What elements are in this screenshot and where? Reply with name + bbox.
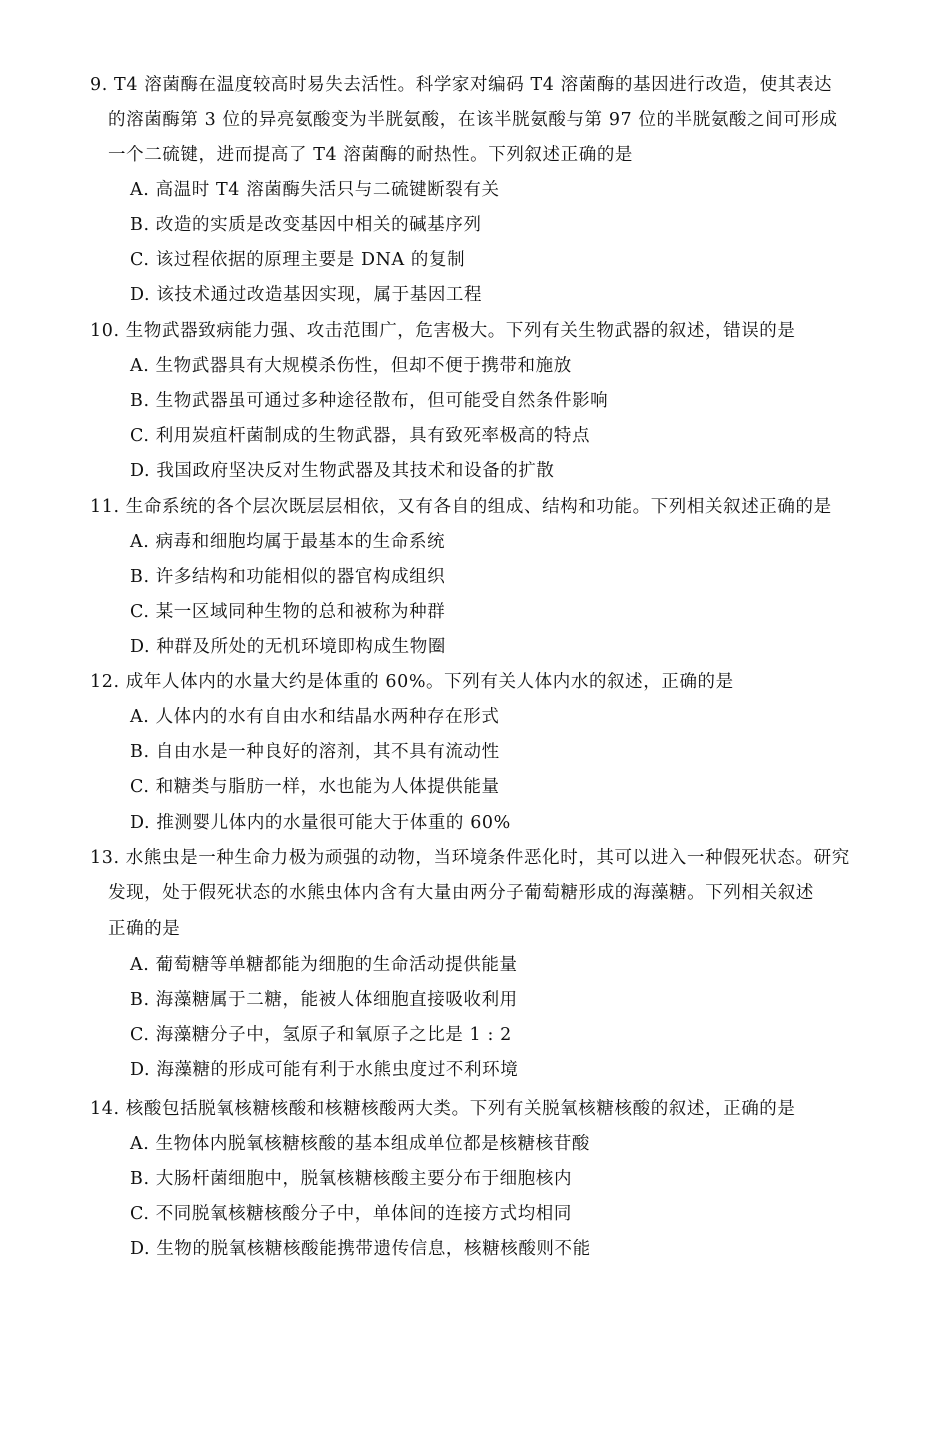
q14-option-d: D. 生物的脱氧核糖核酸能携带遗传信息，核糖核酸则不能 bbox=[130, 1239, 591, 1259]
q10-option-d: D. 我国政府坚决反对生物武器及其技术和设备的扩散 bbox=[130, 461, 555, 481]
q9-option-b: B. 改造的实质是改变基因中相关的碱基序列 bbox=[130, 215, 482, 235]
q13-stem-line-2: 发现，处于假死状态的水熊虫体内含有大量由两分子葡萄糖形成的海藻糖。下列相关叙述 bbox=[108, 883, 814, 903]
q10-option-c: C. 利用炭疽杆菌制成的生物武器，具有致死率极高的特点 bbox=[130, 426, 591, 446]
q9-stem-line-1: 9. T4 溶菌酶在温度较高时易失去活性。科学家对编码 T4 溶菌酶的基因进行改造，使其表达 bbox=[90, 75, 833, 95]
q14-stem-line-1: 14. 核酸包括脱氧核糖核酸和核糖核酸两大类。下列有关脱氧核糖核酸的叙述，正确的是 bbox=[90, 1099, 796, 1119]
q11-option-a: A. 病毒和细胞均属于最基本的生命系统 bbox=[130, 532, 446, 552]
q13-option-d: D. 海藻糖的形成可能有利于水熊虫度过不利环境 bbox=[130, 1060, 519, 1080]
q13-option-a: A. 葡萄糖等单糖都能为细胞的生命活动提供能量 bbox=[130, 955, 518, 975]
q12-option-b: B. 自由水是一种良好的溶剂，其不具有流动性 bbox=[130, 742, 500, 762]
q11-option-d: D. 种群及所处的无机环境即构成生物圈 bbox=[130, 637, 446, 657]
q9-option-a: A. 高温时 T4 溶菌酶失活只与二硫键断裂有关 bbox=[130, 180, 500, 200]
q13-option-b: B. 海藻糖属于二糖，能被人体细胞直接吸收利用 bbox=[130, 990, 518, 1010]
q13-option-c: C. 海藻糖分子中，氢原子和氧原子之比是 1 : 2 bbox=[130, 1025, 512, 1045]
q11-stem-line-1: 11. 生命系统的各个层次既层层相依，又有各自的组成、结构和功能。下列相关叙述正确的是 bbox=[90, 497, 832, 517]
q11-option-b: B. 许多结构和功能相似的器官构成组织 bbox=[130, 567, 446, 587]
q9-option-c: C. 该过程依据的原理主要是 DNA 的复制 bbox=[130, 250, 466, 270]
q14-option-c: C. 不同脱氧核糖核酸分子中，单体间的连接方式均相同 bbox=[130, 1204, 572, 1224]
q12-option-d: D. 推测婴儿体内的水量很可能大于体重的 60% bbox=[130, 813, 511, 833]
q9-option-d: D. 该技术通过改造基因实现，属于基因工程 bbox=[130, 285, 483, 305]
q13-stem-line-3: 正确的是 bbox=[108, 919, 181, 939]
q9-stem-line-3: 一个二硫键，进而提高了 T4 溶菌酶的耐热性。下列叙述正确的是 bbox=[108, 145, 634, 165]
q12-option-c: C. 和糖类与脂肪一样，水也能为人体提供能量 bbox=[130, 777, 500, 797]
q12-stem-line-1: 12. 成年人体内的水量大约是体重的 60%。下列有关人体内水的叙述，正确的是 bbox=[90, 672, 734, 692]
q12-option-a: A. 人体内的水有自由水和结晶水两种存在形式 bbox=[130, 707, 500, 727]
q14-option-a: A. 生物体内脱氧核糖核酸的基本组成单位都是核糖核苷酸 bbox=[130, 1134, 590, 1154]
q11-option-c: C. 某一区域同种生物的总和被称为种群 bbox=[130, 602, 446, 622]
q13-stem-line-1: 13. 水熊虫是一种生命力极为顽强的动物，当环境条件恶化时，其可以进入一种假死状态。研究 bbox=[90, 848, 850, 868]
q9-stem-line-2: 的溶菌酶第 3 位的异亮氨酸变为半胱氨酸，在该半胱氨酸与第 97 位的半胱氨酸之间可形成 bbox=[108, 110, 838, 130]
q10-option-a: A. 生物武器具有大规模杀伤性，但却不便于携带和施放 bbox=[130, 356, 572, 376]
q14-option-b: B. 大肠杆菌细胞中，脱氧核糖核酸主要分布于细胞核内 bbox=[130, 1169, 573, 1189]
q10-stem-line-1: 10. 生物武器致病能力强、攻击范围广，危害极大。下列有关生物武器的叙述，错误的是 bbox=[90, 321, 796, 341]
q10-option-b: B. 生物武器虽可通过多种途径散布，但可能受自然条件影响 bbox=[130, 391, 609, 411]
